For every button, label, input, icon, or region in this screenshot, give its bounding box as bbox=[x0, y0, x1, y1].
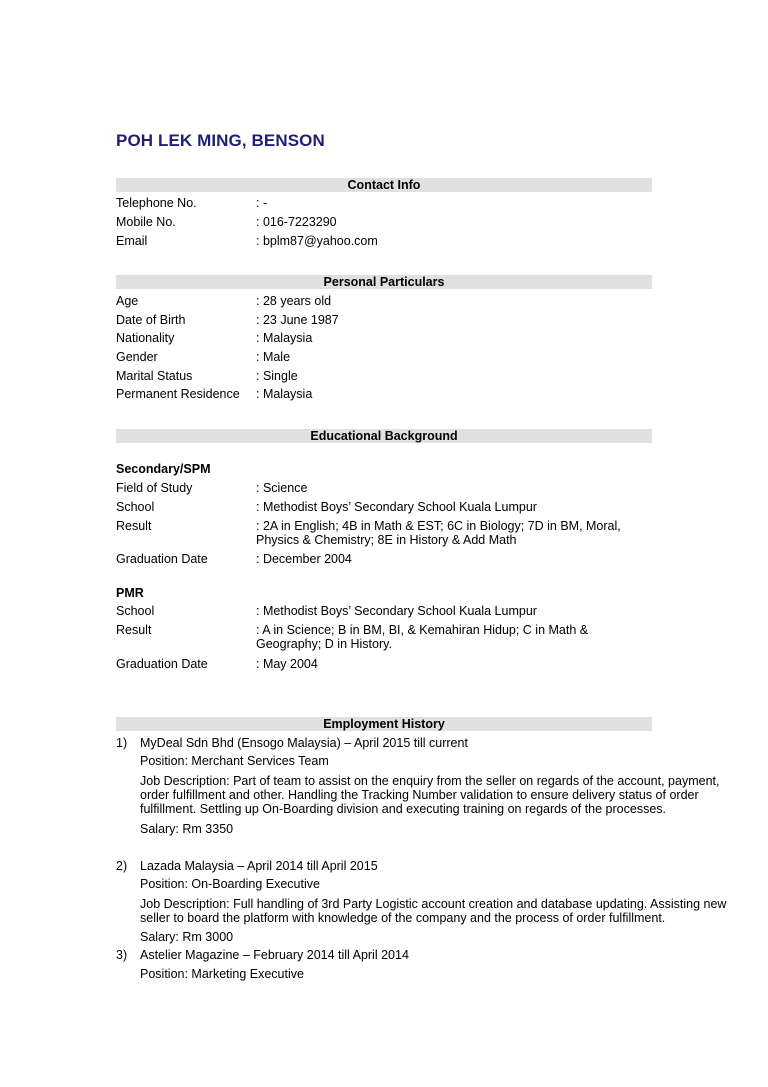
job-number: 1) bbox=[116, 736, 128, 750]
field-value: : 2A in English; 4B in Math & EST; 6C in Biology; 7D in BM, Moral, Physics & Chemistry; 8E in History & Add Math bbox=[256, 519, 621, 547]
field-value: : bplm87@yahoo.com bbox=[256, 234, 378, 248]
job-title: Lazada Malaysia – April 2014 till April 2015 bbox=[140, 859, 378, 873]
job-position: Position: On-Boarding Executive bbox=[140, 877, 320, 891]
field-label: Field of Study bbox=[116, 481, 193, 495]
job-position: Position: Marketing Executive bbox=[140, 967, 304, 981]
field-value: : May 2004 bbox=[256, 657, 318, 671]
field-label: Nationality bbox=[116, 331, 175, 345]
field-label: Graduation Date bbox=[116, 657, 208, 671]
pmr-heading: PMR bbox=[116, 586, 144, 600]
job-salary: Salary: Rm 3350 bbox=[140, 822, 234, 836]
field-label: Telephone No. bbox=[116, 196, 197, 210]
job-number: 2) bbox=[116, 859, 128, 873]
field-label: Result bbox=[116, 519, 152, 533]
job-description: Job Description: Full handling of 3rd Party Logistic account creation and database updating. Assisting new seller to board the platform with knowledge of the company and the process of order fulfillment. bbox=[140, 897, 727, 925]
job-salary: Salary: Rm 3000 bbox=[140, 930, 234, 944]
candidate-name: POH LEK MING, BENSON bbox=[116, 131, 325, 150]
job-title: Astelier Magazine – February 2014 till April 2014 bbox=[140, 948, 409, 962]
job-position: Position: Merchant Services Team bbox=[140, 754, 329, 768]
section-header-personal: Personal Particulars bbox=[116, 275, 652, 289]
spm-heading: Secondary/SPM bbox=[116, 462, 211, 476]
job-description: Job Description: Part of team to assist on the enquiry from the seller on regards of the account, payment, order fulfillment and other. Handling the Tracking Number validation to ensure delivery status of order fulfillment. Settling up On-Boarding division and executing training on regards of the processes. bbox=[140, 774, 720, 816]
field-value: : Methodist Boys’ Secondary School Kuala Lumpur bbox=[256, 500, 537, 514]
field-value: : Science bbox=[256, 481, 308, 495]
field-value: : A in Science; B in BM, BI, & Kemahiran Hidup; C in Math & Geography; D in History. bbox=[256, 623, 589, 651]
field-label: Date of Birth bbox=[116, 313, 186, 327]
section-header-employment: Employment History bbox=[116, 717, 652, 731]
field-label: Marital Status bbox=[116, 369, 193, 383]
field-value: : Malaysia bbox=[256, 331, 313, 345]
field-value: : 016-7223290 bbox=[256, 215, 337, 229]
field-value: : Malaysia bbox=[256, 387, 313, 401]
field-value: : Single bbox=[256, 369, 298, 383]
field-label: Graduation Date bbox=[116, 552, 208, 566]
field-value: : Methodist Boys’ Secondary School Kuala Lumpur bbox=[256, 604, 537, 618]
job-title: MyDeal Sdn Bhd (Ensogo Malaysia) – April 2015 till current bbox=[140, 736, 468, 750]
section-header-education: Educational Background bbox=[116, 429, 652, 443]
field-label: School bbox=[116, 604, 155, 618]
field-label: Age bbox=[116, 294, 139, 308]
field-label: Result bbox=[116, 623, 152, 637]
field-value: : 28 years old bbox=[256, 294, 332, 308]
field-value: : December 2004 bbox=[256, 552, 352, 566]
field-label: School bbox=[116, 500, 155, 514]
section-header-contact: Contact Info bbox=[116, 178, 652, 192]
field-label: Mobile No. bbox=[116, 215, 176, 229]
field-label: Gender bbox=[116, 350, 158, 364]
field-label: Permanent Residence bbox=[116, 387, 240, 401]
job-number: 3) bbox=[116, 948, 128, 962]
field-value: : 23 June 1987 bbox=[256, 313, 339, 327]
field-value: : Male bbox=[256, 350, 291, 364]
field-label: Email bbox=[116, 234, 148, 248]
field-value: : - bbox=[256, 196, 268, 210]
